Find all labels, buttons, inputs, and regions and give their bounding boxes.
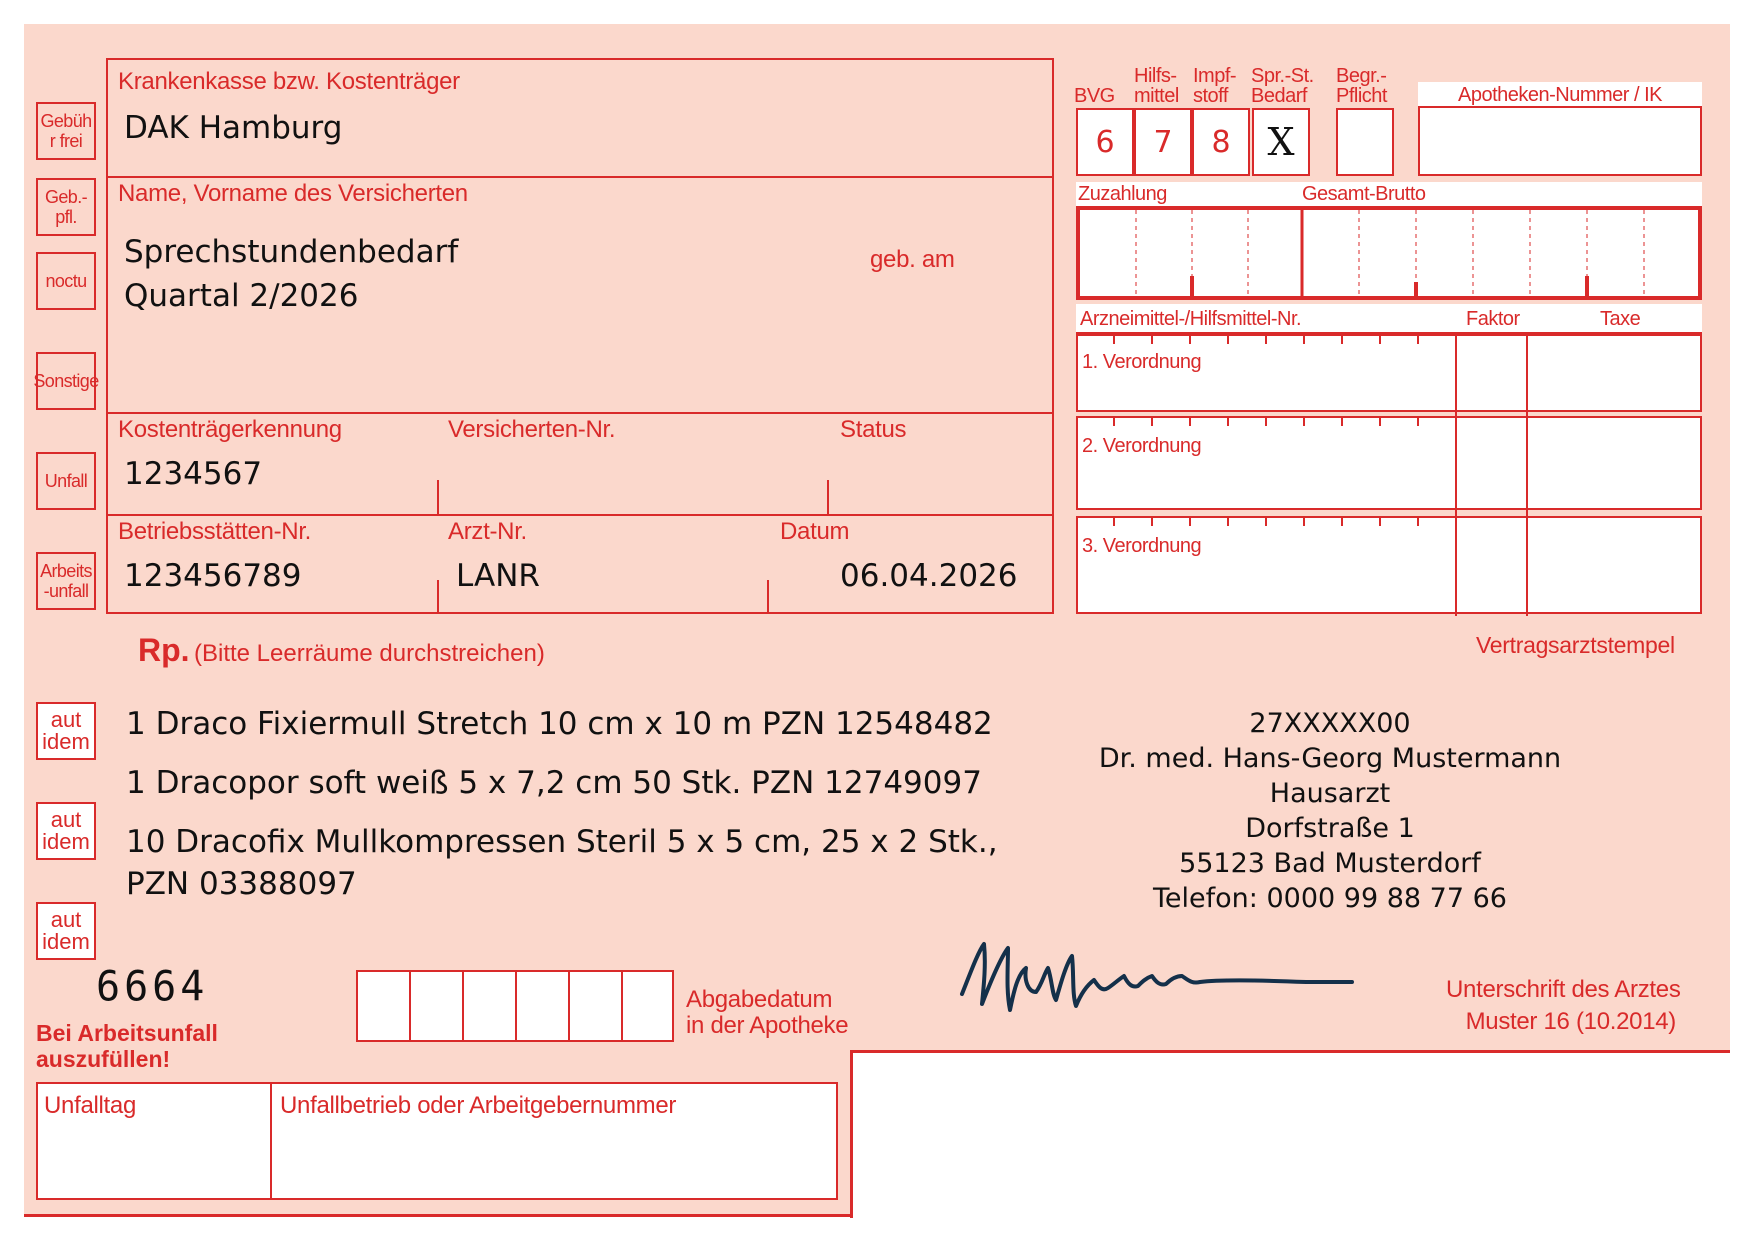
stamp-line: Telefon: 0000 99 88 77 66: [1153, 883, 1507, 914]
doctor-signature: [956, 934, 1356, 1024]
aut-idem-checkbox-3[interactable]: [36, 902, 96, 960]
prescription-row-label: 3. Verordnung: [1082, 535, 1202, 557]
payer-id-value[interactable]: 1234567: [124, 456, 263, 492]
impfstoff-label: Impf-: [1193, 65, 1237, 87]
divider: [106, 176, 1054, 178]
prescription-grid: [1076, 334, 1702, 616]
side-box-label: noctu: [45, 271, 87, 291]
impfstoff-digit-box[interactable]: [1192, 108, 1250, 176]
insured-label: Name, Vorname des Versicherten: [118, 180, 468, 207]
tick: [437, 580, 439, 614]
factor-label: Faktor: [1466, 308, 1520, 330]
prescription-line-1: 1 Draco Fixiermull Stretch 10 cm x 10 m PZN 12548482: [126, 706, 993, 742]
begr-label: Begr.-: [1336, 65, 1387, 87]
insured-no-label: Versicherten-Nr.: [448, 416, 616, 443]
employer-label: Unfallbetrieb oder Arbeitgebernummer: [280, 1092, 677, 1119]
sprst-label: Bedarf: [1251, 85, 1307, 107]
stamp-line: Dorfstraße 1: [1245, 813, 1415, 844]
doctor-no-label: Arzt-Nr.: [448, 518, 527, 545]
aut-idem-label: aut idem: [42, 807, 90, 854]
side-box-geb-pfl[interactable]: [36, 178, 96, 236]
dispense-date-label: Abgabedatum: [686, 986, 833, 1013]
insured-name-line1[interactable]: Sprechstundenbedarf: [124, 234, 459, 270]
copay-label: Zuzahlung: [1078, 183, 1167, 205]
side-box-unfall[interactable]: [36, 452, 96, 510]
status-label: Status: [840, 416, 907, 443]
hilfsmittel-label: mittel: [1134, 85, 1179, 107]
stamp-line: Dr. med. Hans-Georg Mustermann: [1098, 743, 1562, 774]
side-box-label: Gebühr frei: [40, 111, 92, 151]
drug-no-label: Arzneimittel-/Hilfsmittel-Nr.: [1080, 308, 1302, 330]
pharmacy-number-field[interactable]: [1418, 106, 1702, 176]
rp-heading: [138, 632, 545, 669]
rp-prefix: Rp.: [138, 632, 190, 668]
sprst-label: Spr.-St.: [1251, 65, 1314, 87]
side-box-label: Arbeits-unfall: [40, 561, 92, 601]
dispense-date-grid: [358, 972, 672, 1040]
divider: [106, 514, 1054, 516]
tax-label: Taxe: [1600, 308, 1641, 330]
pharmacy-label: Apotheken-Nummer / IK: [1457, 84, 1663, 106]
site-no-value[interactable]: 123456789: [124, 558, 302, 594]
birth-date-label: geb. am: [870, 246, 955, 273]
sprst-checkbox[interactable]: [1252, 108, 1310, 176]
date-value[interactable]: 06.04.2026: [840, 558, 1018, 594]
prescription-row-label: 2. Verordnung: [1082, 435, 1202, 457]
hilfsmittel-digit-box[interactable]: [1134, 108, 1192, 176]
prescription-line-2: 1 Dracopor soft weiß 5 x 7,2 cm 50 Stk. PZN 12749097: [126, 765, 982, 801]
payer-id-label: Kostenträgerkennung: [118, 416, 342, 443]
hilfsmittel-label: Hilfs-: [1134, 65, 1177, 87]
form-version: Muster 16 (10.2014): [1465, 1008, 1676, 1035]
prescription-line-3: 10 Dracofix Mullkompressen Steril 5 x 5 cm, 25 x 2 Stk.,: [126, 824, 998, 860]
stamp-line: 27XXXXX00: [1249, 708, 1411, 739]
side-box-label: Sonstige: [33, 371, 99, 391]
doctor-no-value[interactable]: LANR: [456, 558, 540, 594]
dispense-date-label: in der Apotheke: [686, 1012, 849, 1039]
aut-idem-label: aut idem: [42, 907, 90, 954]
side-box-noctu[interactable]: [36, 252, 96, 310]
work-accident-notice: Bei Arbeitsunfall: [36, 1020, 218, 1046]
sprst-check-mark: X: [1267, 120, 1295, 164]
prescription-line-4: PZN 03388097: [126, 866, 357, 902]
site-no-label: Betriebsstätten-Nr.: [118, 518, 312, 545]
dispense-date-field[interactable]: [356, 970, 674, 1042]
work-accident-notice: auszufüllen!: [36, 1046, 171, 1072]
side-box-label: Unfall: [44, 471, 88, 491]
impfstoff-digit: 8: [1211, 124, 1231, 160]
bottom-edge: [24, 1214, 853, 1217]
stamp-label: Vertragsarztstempel: [1476, 632, 1675, 658]
accident-day-label: Unfalltag: [44, 1092, 137, 1119]
side-box-sonstige[interactable]: [33, 352, 99, 410]
payment-field-grid: [1080, 210, 1698, 296]
payment-fields[interactable]: [1076, 206, 1702, 300]
begr-label: Pflicht: [1336, 85, 1387, 107]
gross-label: Gesamt-Brutto: [1302, 183, 1426, 205]
impfstoff-label: stoff: [1193, 85, 1228, 107]
aut-idem-label: aut idem: [42, 707, 90, 754]
tick: [437, 480, 439, 514]
aut-idem-checkbox-2[interactable]: [36, 802, 96, 860]
divider: [106, 412, 1054, 414]
insurer-label: Krankenkasse bzw. Kostenträger: [118, 68, 460, 95]
cutout-top-edge: [852, 1050, 1730, 1053]
begr-pflicht-box[interactable]: [1336, 108, 1394, 176]
signature-image: [956, 934, 1356, 1024]
bvg-label: BVG: [1074, 85, 1115, 107]
rp-hint: (Bitte Leerräume durchstreichen): [194, 640, 545, 667]
tick: [827, 480, 829, 514]
insured-name-line2[interactable]: Quartal 2/2026: [124, 278, 359, 314]
form-cutout: [852, 1052, 1730, 1216]
aut-idem-checkbox-1[interactable]: [36, 702, 96, 760]
prescription-row-label: 1. Verordnung: [1082, 351, 1202, 373]
bvg-digit: 6: [1095, 124, 1115, 160]
date-label: Datum: [780, 518, 850, 545]
signature-label: Unterschrift des Arztes: [1446, 976, 1681, 1003]
bvg-digit-box[interactable]: [1076, 108, 1134, 176]
tick: [767, 580, 769, 614]
hilfsmittel-digit: 7: [1153, 124, 1173, 160]
side-box-arbeitsunfall[interactable]: [36, 552, 96, 610]
side-box-gebuehr-frei[interactable]: [36, 102, 96, 160]
insurer-value[interactable]: DAK Hamburg: [124, 110, 343, 146]
stamp-line: 55123 Bad Musterdorf: [1179, 848, 1481, 879]
cutout-left-edge: [850, 1050, 853, 1218]
stamp-line: Hausarzt: [1269, 778, 1391, 809]
side-box-label: Geb.-pfl.: [44, 187, 88, 227]
form-code: 6664: [96, 962, 209, 1012]
